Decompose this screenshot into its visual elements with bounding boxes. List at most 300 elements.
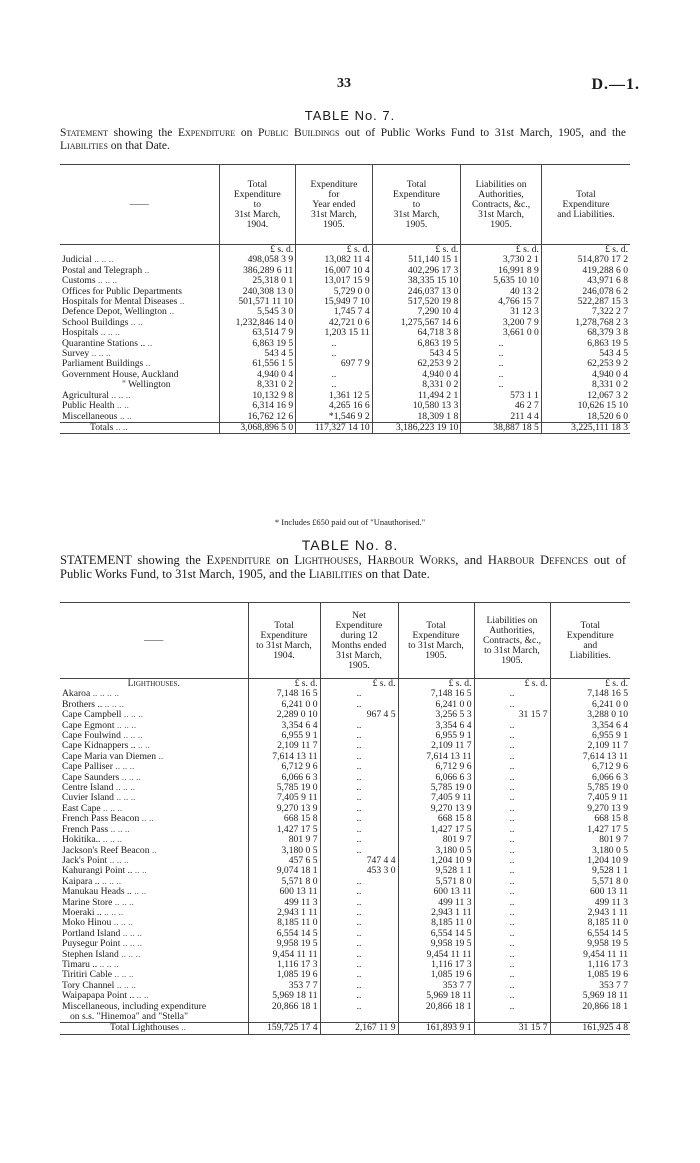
value-cell-c5: 6,241 0 0 [550, 700, 630, 710]
leader-dots: .. [142, 264, 150, 276]
value-cell-c3: 6,241 0 0 [398, 700, 474, 710]
value-cell-c2: .. [320, 783, 398, 793]
value-cell-c5: 543 4 5 [541, 349, 630, 359]
value-cell-c5: 10,626 15 10 [541, 401, 630, 411]
row-label-text: Cape Saunders [62, 771, 120, 783]
value-cell-c1: 9,958 19 5 [248, 939, 320, 949]
table-row [60, 689, 630, 699]
lsd-header-cell: £ s. d. [320, 679, 398, 690]
value-cell-c2: .. [320, 981, 398, 991]
leader-dots: .. .. .. [101, 906, 124, 918]
value-cell-c1: 25,318 0 1 [219, 276, 296, 286]
value-cell-c1: 543 4 5 [219, 349, 296, 359]
row-label-text: Agricultural [62, 389, 109, 401]
table8-header-c2 [320, 603, 398, 679]
totals-cell-c3: 161,893 9 1 [398, 1023, 474, 1034]
section-row [60, 679, 630, 690]
value-cell-c4: 5,635 10 10 [461, 276, 542, 286]
value-cell-c5: 5,571 8 0 [550, 877, 630, 887]
table-row [60, 970, 630, 980]
value-cell-c2: .. [320, 877, 398, 887]
header-line: 1905. [425, 649, 447, 661]
value-cell-c4: .. [474, 929, 550, 939]
value-cell-c2: 1,745 7 4 [296, 307, 373, 317]
value-cell-c5 [550, 1012, 630, 1023]
leader-dots: .. .. [131, 886, 147, 898]
value-cell-c2: 453 3 0 [320, 866, 398, 876]
value-cell-c3: 20,866 18 1 [398, 1002, 474, 1012]
totals-cell-c1: 3,068,896 5 0 [219, 422, 296, 433]
header-line: Total [247, 178, 268, 190]
row-label-text: Tory Channel [62, 979, 115, 991]
value-cell-c5: 9,958 19 5 [550, 939, 630, 949]
value-cell-c4: .. [474, 804, 550, 814]
value-cell-c2: 967 4 5 [320, 710, 398, 720]
header-line: 31st March, [478, 208, 524, 220]
value-cell-c2: 13,082 11 4 [296, 255, 373, 265]
table7-header-c5 [541, 165, 630, 245]
value-cell-c4: .. [474, 793, 550, 803]
value-cell-c3: 9,270 13 9 [398, 804, 474, 814]
table8-header-blank: —— [60, 603, 248, 679]
value-cell-c4: 211 4 4 [461, 412, 542, 423]
header-line: Total [426, 619, 446, 631]
row-label-text: Kahurangi Point .. [62, 865, 133, 877]
value-cell-c5: 6,066 6 3 [550, 773, 630, 783]
lsd-header-cell: £ s. d. [550, 679, 630, 690]
value-cell-c2: 1,203 15 11 [296, 328, 373, 338]
value-cell-c2: .. [296, 349, 373, 359]
leader-dots: .. .. [134, 990, 149, 1002]
leader-dots: .. .. .. [107, 854, 129, 866]
header-line: 1904. [246, 218, 269, 230]
value-cell-c5: 4,940 0 4 [541, 370, 630, 380]
value-cell-c3: 402,296 17 3 [372, 266, 461, 276]
table7-header-c2 [296, 165, 373, 245]
row-label-text: Moeraki .. [62, 906, 102, 918]
leader-dots: .. .. .. [108, 823, 130, 835]
table-row [60, 908, 630, 918]
row-label [60, 412, 219, 423]
table7-footnote: * Includes £650 paid out of "Unauthorised." [274, 517, 426, 527]
value-cell-c1: 600 13 11 [248, 887, 320, 897]
value-cell-c2: .. [320, 814, 398, 824]
value-cell-c2 [320, 1012, 398, 1023]
value-cell-c5: 514,870 17 2 [541, 255, 630, 265]
header-line: 1905. [323, 218, 345, 230]
value-cell-c4: .. [474, 814, 550, 824]
value-cell-c4: .. [461, 349, 542, 359]
table-row [60, 793, 630, 803]
leader-dots: .. .. .. [120, 730, 143, 742]
totals-row [60, 422, 630, 433]
value-cell-c2: .. [320, 960, 398, 970]
header-line: to 31st March, [256, 639, 312, 651]
row-label-text: Akaroa [62, 688, 91, 700]
header-line: Contracts, &c., [472, 198, 531, 210]
value-cell-c2: 1,361 12 5 [296, 391, 373, 401]
value-cell-c4: .. [474, 877, 550, 887]
leader-dots: .. [166, 306, 175, 318]
value-cell-c3: 5,969 18 11 [398, 991, 474, 1001]
value-cell-c2: .. [320, 950, 398, 960]
row-label-text: Centre Island [62, 782, 114, 794]
value-cell-c4: .. [474, 835, 550, 845]
value-cell-c1: 5,571 8 0 [248, 877, 320, 887]
value-cell-c3: 11,494 2 1 [372, 391, 461, 401]
value-cell-c3: 4,940 0 4 [372, 370, 461, 380]
row-label-text: Manukau Heads .. [62, 886, 132, 898]
value-cell-c4: 573 1 1 [461, 391, 542, 401]
row-label-text: Cape Maria van Diemen [62, 750, 157, 762]
row-label-text: Brothers .. [62, 698, 103, 710]
leader-dots: .. .. .. [114, 719, 137, 731]
lsd-header-cell: £ s. d. [461, 245, 542, 256]
value-cell-c2: .. [296, 380, 373, 390]
value-cell-c5: 600 13 11 [550, 887, 630, 897]
value-cell-c3: 668 15 8 [398, 814, 474, 824]
header-line: Expenditure [562, 198, 610, 210]
leader-dots: .. .. [135, 740, 150, 752]
row-label-text: Cape Campbell [62, 709, 122, 721]
value-cell-c5: 668 15 8 [550, 814, 630, 824]
value-cell-c4: 46 2 7 [461, 401, 542, 411]
page-number: 33 [337, 76, 351, 91]
value-cell-c3: 499 11 3 [398, 898, 474, 908]
header-line: Expenditure [566, 629, 614, 641]
row-label-text: Cape Egmont [62, 719, 115, 731]
table-row [60, 401, 630, 411]
value-cell-c2: .. [320, 762, 398, 772]
value-cell-c5: 522,287 15 3 [541, 297, 630, 307]
value-cell-c4: .. [474, 1002, 550, 1012]
leader-dots: .. .. .. [108, 389, 131, 401]
leader-dots: .. .. .. [99, 875, 122, 887]
totals-label [60, 1023, 248, 1034]
row-label-text: Judicial [62, 254, 92, 266]
table-row [60, 866, 630, 876]
leader-dots: .. [177, 296, 185, 308]
value-cell-c2: .. [320, 846, 398, 856]
table-row [60, 783, 630, 793]
value-cell-c3: 7,290 10 4 [372, 307, 461, 317]
value-cell-c1: 6,314 16 9 [219, 401, 296, 411]
header-line: and Liabilities. [557, 208, 615, 220]
value-cell-c2: .. [320, 887, 398, 897]
table-row [60, 773, 630, 783]
table-row [60, 412, 630, 423]
header-line: 1904. [273, 649, 295, 661]
value-cell-c1: 9,074 18 1 [248, 866, 320, 876]
row-label-text: Quarantine Stations .. [62, 337, 146, 349]
value-cell-c1: 7,405 9 11 [248, 793, 320, 803]
value-cell-c2: .. [320, 825, 398, 835]
header-line: Expenditure [260, 629, 308, 641]
table-row [60, 710, 630, 720]
header-line: Total [406, 178, 427, 190]
value-cell-c2: .. [320, 835, 398, 845]
value-cell-c3: 6,554 14 5 [398, 929, 474, 939]
leader-dots: .. .. .. [120, 927, 142, 939]
header-line: 1905. [348, 659, 370, 671]
table7-caption: Statement showing the Expenditure on Public Buildings out of Public Works Fund to 31st March, 1905, and the Liabilities on that Date. [60, 127, 627, 152]
value-cell-c1: 801 9 7 [248, 835, 320, 845]
totals-cell-c1: 159,725 17 4 [248, 1023, 320, 1034]
value-cell-c2: .. [320, 793, 398, 803]
table-row [60, 960, 630, 970]
leader-dots: .. .. [114, 400, 129, 412]
header-line: for [328, 188, 340, 200]
header-line: Total [580, 619, 601, 631]
header-line: 1905. [501, 654, 523, 666]
table8-title: TABLE No. 8. [301, 537, 399, 553]
value-cell-c5: 1,085 19 6 [550, 970, 630, 980]
header-line: 31st March, [336, 649, 382, 661]
value-cell-c1: 6,241 0 0 [248, 700, 320, 710]
row-label-text: " Wellington [122, 379, 171, 391]
row-label-text: Moko Hinou [62, 917, 112, 929]
leader-dots: .. .. [139, 813, 154, 825]
value-cell-c1: 63,514 7 9 [219, 328, 296, 338]
value-cell-c3: 8,331 0 2 [372, 380, 461, 390]
value-cell-c3: 62,253 9 2 [372, 359, 461, 369]
value-cell-c1: 498,058 3 9 [219, 255, 296, 265]
row-label-text: Marine Store [62, 896, 113, 908]
value-cell-c5: 1,278,768 2 3 [541, 318, 630, 328]
totals-label-text: Total Lighthouses [110, 1022, 179, 1034]
header-line: and [583, 639, 598, 651]
value-cell-c3: 7,614 13 11 [398, 752, 474, 762]
leader-dots: .. .. .. [89, 348, 111, 360]
value-cell-c5: 9,270 13 9 [550, 804, 630, 814]
value-cell-c5: 12,067 3 2 [541, 391, 630, 401]
leader-dots: .. .. .. [114, 979, 136, 991]
value-cell-c1: 6,712 9 6 [248, 762, 320, 772]
value-cell-c3: 8,185 11 0 [398, 918, 474, 928]
value-cell-c5: 7,322 2 7 [541, 307, 630, 317]
value-cell-c4: 31 12 3 [461, 307, 542, 317]
row-label-text: Kaipara .. [62, 875, 100, 887]
value-cell-c2: .. [320, 689, 398, 699]
header-line: 1905. [405, 218, 428, 230]
value-cell-c5: 1,204 10 9 [550, 856, 630, 866]
value-cell-c3: 10,580 13 3 [372, 401, 461, 411]
leader-dots: .. .. .. .. [90, 688, 120, 700]
table-row [60, 846, 630, 856]
value-cell-c4: .. [474, 981, 550, 991]
row-label-text: Public Health [62, 400, 115, 412]
value-cell-c5: 6,863 19 5 [541, 339, 630, 349]
table8-header-c5 [550, 603, 630, 679]
value-cell-c4: .. [474, 887, 550, 897]
table7-header-c1 [219, 165, 296, 245]
value-cell-c5: 499 11 3 [550, 898, 630, 908]
row-label-text: Cape Kidnappers .. [62, 740, 136, 752]
row-label-text: School Buildings [62, 316, 129, 328]
value-cell-c5: 7,405 9 11 [550, 793, 630, 803]
leader-dots: .. .. .. [120, 938, 142, 950]
value-cell-c4: .. [474, 783, 550, 793]
value-cell-c5: 2,943 1 11 [550, 908, 630, 918]
leader-dots: .. .. [113, 421, 128, 433]
leader-dots: .. .. [132, 865, 147, 877]
value-cell-c4: .. [474, 960, 550, 970]
value-cell-c2: 697 7 9 [296, 359, 373, 369]
leader-dots: .. .. .. [118, 948, 141, 960]
value-cell-c2: .. [320, 773, 398, 783]
row-label-text: East Cape [62, 802, 101, 814]
value-cell-c2: 42,721 0 6 [296, 318, 373, 328]
value-cell-c3: 3,256 5 3 [398, 710, 474, 720]
lsd-header-cell: £ s. d. [398, 679, 474, 690]
row-label-text: Hokitika.. [62, 834, 101, 846]
table8-caption: STATEMENT showing the Expenditure on Lighthouses, Harbour Works, and Harbour Defences out of Public Works Fund, to 31st March, 1905, and the Liabilities on that Date. [60, 553, 626, 581]
header-line: Months ended [331, 639, 387, 651]
header-line: Expenditure [310, 178, 358, 190]
row-label-text: Portland Island [62, 927, 121, 939]
value-cell-c2: .. [320, 939, 398, 949]
value-cell-c4: .. [474, 856, 550, 866]
leader-dots: .. [178, 1022, 187, 1034]
header-line: Net [352, 609, 366, 621]
value-cell-c5: 62,253 9 2 [541, 359, 630, 369]
value-cell-c5: 43,971 6 8 [541, 276, 630, 286]
leader-dots: .. .. .. [121, 709, 144, 721]
totals-label [60, 422, 219, 433]
value-cell-c3: 5,785 19 0 [398, 783, 474, 793]
value-cell-c5: 6,955 9 1 [550, 731, 630, 741]
value-cell-c1: 501,571 11 10 [219, 297, 296, 307]
value-cell-c5: 7,614 13 11 [550, 752, 630, 762]
header-line: Expenditure [335, 619, 383, 631]
value-cell-c2: .. [320, 741, 398, 751]
value-cell-c3: 9,528 1 1 [398, 866, 474, 876]
value-cell-c2: .. [320, 731, 398, 741]
leader-dots: .. [145, 337, 153, 349]
value-cell-c4: 3,200 7 9 [461, 318, 542, 328]
value-cell-c1: 5,785 19 0 [248, 783, 320, 793]
value-cell-c3: 511,140 15 1 [372, 255, 461, 265]
totals-row [60, 1023, 630, 1034]
totals-cell-c3: 3,186,223 19 10 [372, 422, 461, 433]
header-line: Total [576, 188, 596, 200]
value-cell-c1: 61,556 1 5 [219, 359, 296, 369]
table-row [60, 929, 630, 939]
value-cell-c1: 6,066 6 3 [248, 773, 320, 783]
totals-cell-c5: 161,925 4 8 [550, 1023, 630, 1034]
leader-dots: .. .. .. [100, 834, 122, 846]
table-row [60, 825, 630, 835]
table-row [60, 887, 630, 897]
header-line: to [412, 198, 421, 210]
value-cell-c2: 5,729 0 0 [296, 287, 373, 297]
value-cell-c4: .. [474, 866, 550, 876]
totals-cell-c5: 3,225,111 18 3 [541, 422, 630, 433]
row-label-text: French Pass [62, 823, 109, 835]
lsd-header-cell: £ s. d. [296, 245, 373, 256]
leader-dots: .. .. [117, 410, 132, 422]
leader-dots: .. [149, 844, 157, 856]
value-cell-c3: 3,354 6 4 [398, 721, 474, 731]
value-cell-c1: 9,270 13 9 [248, 804, 320, 814]
leader-dots: .. [143, 358, 151, 370]
table-row [60, 1012, 630, 1023]
value-cell-c3: 600 13 11 [398, 887, 474, 897]
value-cell-c1: 386,289 6 11 [219, 266, 296, 276]
value-cell-c5: 2,109 11 7 [550, 741, 630, 751]
value-cell-c2: .. [320, 908, 398, 918]
value-cell-c4: .. [461, 370, 542, 380]
row-label-text: Hospitals for Mental Diseases [62, 296, 178, 308]
header-line: Expenditure [393, 188, 440, 200]
leader-dots: .. .. .. [95, 275, 118, 287]
value-cell-c1: 3,354 6 4 [248, 721, 320, 731]
leader-dots: .. [156, 750, 164, 762]
value-cell-c4: .. [474, 970, 550, 980]
value-cell-c4: .. [474, 846, 550, 856]
header-line: Liabilities on [486, 614, 538, 626]
value-cell-c1: 20,866 18 1 [248, 1002, 320, 1012]
section-heading: Lighthouses. [127, 678, 180, 689]
totals-cell-c2: 117,327 14 10 [296, 422, 373, 433]
value-cell-c5: 7,148 16 5 [550, 689, 630, 699]
value-cell-c1: 2,289 0 10 [248, 710, 320, 720]
value-cell-c1: 7,614 13 11 [248, 752, 320, 762]
document-reference: D.—1. [591, 76, 640, 93]
value-cell-c4: .. [474, 825, 550, 835]
header-line: Liabilities on [475, 178, 527, 190]
value-cell-c2: 747 4 4 [320, 856, 398, 866]
value-cell-c4: .. [474, 752, 550, 762]
value-cell-c1: 6,955 9 1 [248, 731, 320, 741]
header-line: to [253, 198, 262, 210]
value-cell-c3: 9,958 19 5 [398, 939, 474, 949]
value-cell-c2: .. [320, 721, 398, 731]
lsd-header-cell: £ s. d. [219, 245, 296, 256]
table-row [60, 721, 630, 731]
row-label-text: Hospitals [62, 327, 99, 339]
value-cell-c2: .. [320, 929, 398, 939]
value-cell-c5: 5,969 18 11 [550, 991, 630, 1001]
leader-dots: .. .. .. [112, 761, 135, 773]
value-cell-c4: 16,991 8 9 [461, 266, 542, 276]
row-label-text: Puysegur Point [62, 938, 121, 950]
value-cell-c4: .. [474, 689, 550, 699]
value-cell-c4: .. [474, 898, 550, 908]
value-cell-c3: 9,454 11 11 [398, 950, 474, 960]
row-label-text: French Pass Beacon [62, 813, 140, 825]
value-cell-c5: 9,528 1 1 [550, 866, 630, 876]
header-line: 31st March, [310, 208, 357, 220]
value-cell-c1: 4,940 0 4 [219, 370, 296, 380]
page-header [0, 76, 700, 96]
value-cell-c2: .. [296, 370, 373, 380]
table-row [60, 752, 630, 762]
value-cell-c2: 13,017 15 9 [296, 276, 373, 286]
row-label-text: Cuvier Island [62, 792, 114, 804]
leader-dots: .. .. .. [97, 958, 119, 970]
header-line: to 31st March, [484, 644, 540, 656]
value-cell-c3: 517,520 19 8 [372, 297, 461, 307]
value-cell-c3: 1,204 10 9 [398, 856, 474, 866]
value-cell-c3: 5,571 8 0 [398, 877, 474, 887]
row-label-text: Miscellaneous, including expenditure [62, 1000, 207, 1012]
leader-dots: .. .. .. [102, 698, 124, 710]
row-label-text: Defence Depot, Wellington [62, 306, 167, 318]
value-cell-c5: 1,427 17 5 [550, 825, 630, 835]
table-row [60, 918, 630, 928]
value-cell-c4: 40 13 2 [461, 287, 542, 297]
